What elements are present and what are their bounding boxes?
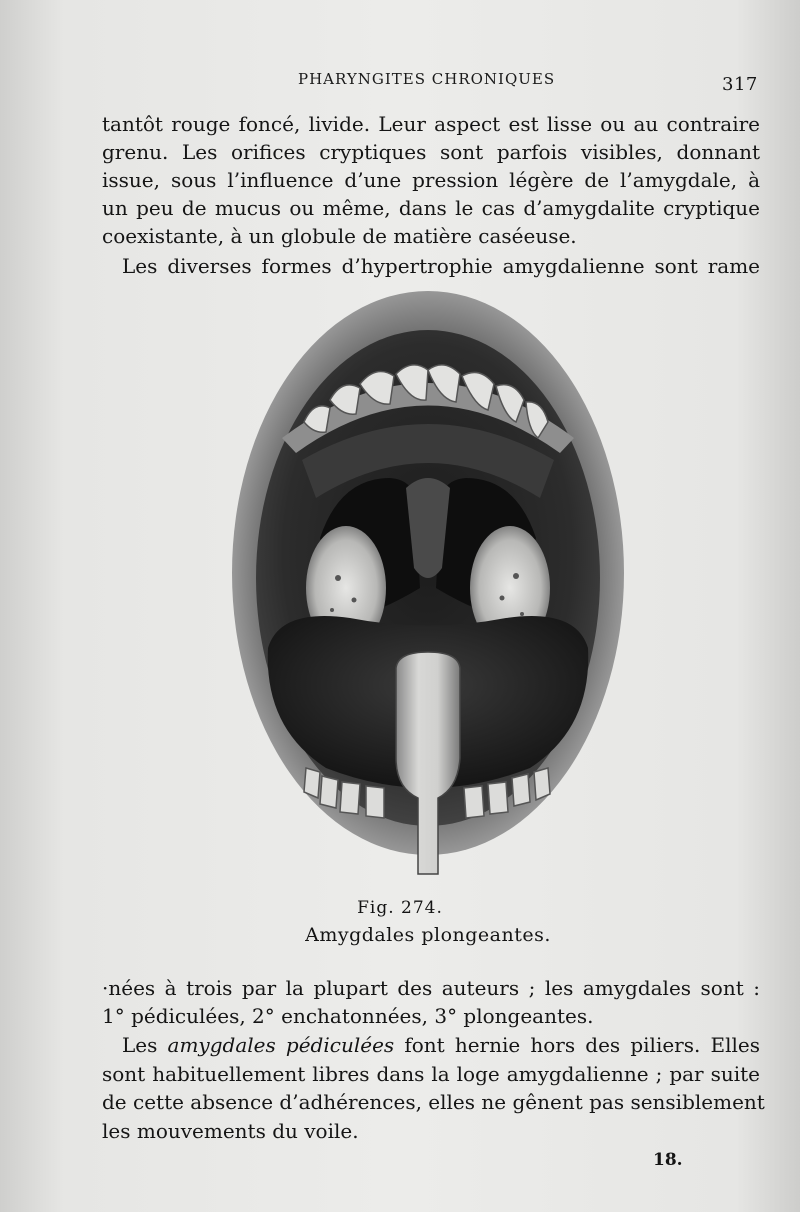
text-span: Les [122,1033,168,1057]
paragraph-line [122,1033,760,1057]
running-head: PHARYNGITES CHRONIQUES [298,70,556,88]
paragraph-line: issue, sous l’influence d’une pression légère de l’amygdale, à [102,168,760,192]
paragraph-line: Les diverses formes d’hypertrophie amygdalienne sont rame [122,254,760,278]
figure-label: Fig. 274. [357,898,443,918]
paragraph-line: les mouvements du voile. [102,1119,359,1143]
italic-term: amygdales pédiculées [167,1033,395,1057]
page-number: 317 [722,74,758,95]
paragraph-line: un peu de mucus ou même, dans le cas d’amygdalite cryptique [102,196,760,220]
mouth-illustration [220,288,650,888]
paragraph-line: ·nées à trois par la plupart des auteurs ; les amygdales sont : [102,976,760,1000]
paragraph-line: sont habituellement libres dans la loge amygdalienne ; par suite [102,1062,760,1086]
text-span: font hernie hors des piliers. Elles [394,1033,760,1057]
paragraph-line: grenu. Les orifices cryptiques sont parfois visibles, donnant [102,140,760,164]
paragraph-line: coexistante, à un globule de matière caséeuse. [102,224,577,248]
signature-mark: 18. [653,1150,683,1170]
paragraph-line: de cette absence d’adhérences, elles ne gênent pas sensiblement [102,1090,765,1114]
paragraph-line: tantôt rouge foncé, livide. Leur aspect est lisse ou au contraire [102,112,760,136]
paragraph-line: 1° pédiculées, 2° enchatonnées, 3° plongeantes. [102,1004,594,1028]
figure-caption: Amygdales plongeantes. [305,924,551,946]
